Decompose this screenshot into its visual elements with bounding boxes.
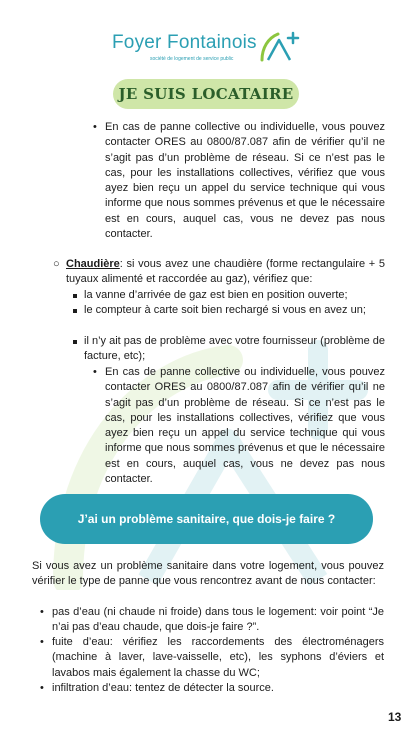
chaudiere-paragraph [66,257,385,288]
bullet-dot: • [93,366,97,378]
page-number: 13 [388,710,402,724]
sanitary-item: infiltration d’eau: tentez de détecter la source. [52,682,274,694]
bullet-square [73,340,77,344]
list-item: En cas de panne collective ou individuelle, vous pouvez contacter ORES au 0800/87.087 afin de vérifier qu’il ne s’agit pas d’un problème de réseau. Si ce n’est pas le cas, pour les installations collectives, vérifiez que vous ayez bien reçu un appel du service technique qui vous informe que nous sommes prévenus et que le nécessaire est en cours, auquel cas, vous ne devez pas nous contacter. [105,366,385,486]
logo-name: Foyer Fontainois [112,32,257,53]
chaudiere-text: : si vous avez une chaudière (forme rectangulaire + 5 tuyaux alimenté et raccordée au gaz), vérifiez que: [66,258,385,286]
house-logo-icon [258,26,302,62]
check-item: le compteur à carte soit bien rechargé si vous en avez un; [84,304,366,316]
bullet-dot: • [40,636,44,648]
check-item: il n’y ait pas de problème avec votre fournisseur (problème de facture, etc); [84,335,385,363]
chaudiere-label: Chaudière [66,258,120,270]
logo-tagline: société de logement de service public [150,56,234,62]
sanitary-intro: Si vous avez un problème sanitaire dans votre logement, vous pouvez vérifier le type de panne que vous rencontrez avant de nous contacter: [32,560,384,588]
page-title: JE SUIS LOCATAIRE [113,79,299,109]
bullet-circle: ○ [53,258,60,270]
bullet-dot: • [40,682,44,694]
check-item: la vanne d’arrivée de gaz est bien en position ouverte; [84,289,348,301]
bullet-square [73,294,77,298]
bullet-dot: • [40,606,44,618]
sanitary-item: pas d’eau (ni chaude ni froide) dans tous le logement: voir point “Je n’ai pas d’eau chaude, que dois-je faire ?”. [52,606,384,634]
bullet-square [73,309,77,313]
sanitary-item: fuite d’eau: vérifiez les raccordements des électroménagers (machine à laver, lave-vaisselle, etc), les syphons d’éviers et lavabos mais également la chasse du WC; [52,636,384,679]
list-item: En cas de panne collective ou individuelle, vous pouvez contacter ORES au 0800/87.087 afin de vérifier qu’il ne s’agit pas d’un problème de réseau. Si ce n’est pas le cas, pour les installations collectives, vérifiez que vous ayez bien reçu un appel du service technique qui vous informe que nous sommes prévenus et que le nécessaire est en cours, auquel cas, vous ne devez pas nous contacter. [105,121,385,241]
foyer-fontainois-logo [112,26,302,70]
sanitary-problem-button[interactable]: J’ai un problème sanitaire, que dois-je faire ? [40,494,373,544]
bullet-dot: • [93,121,97,133]
